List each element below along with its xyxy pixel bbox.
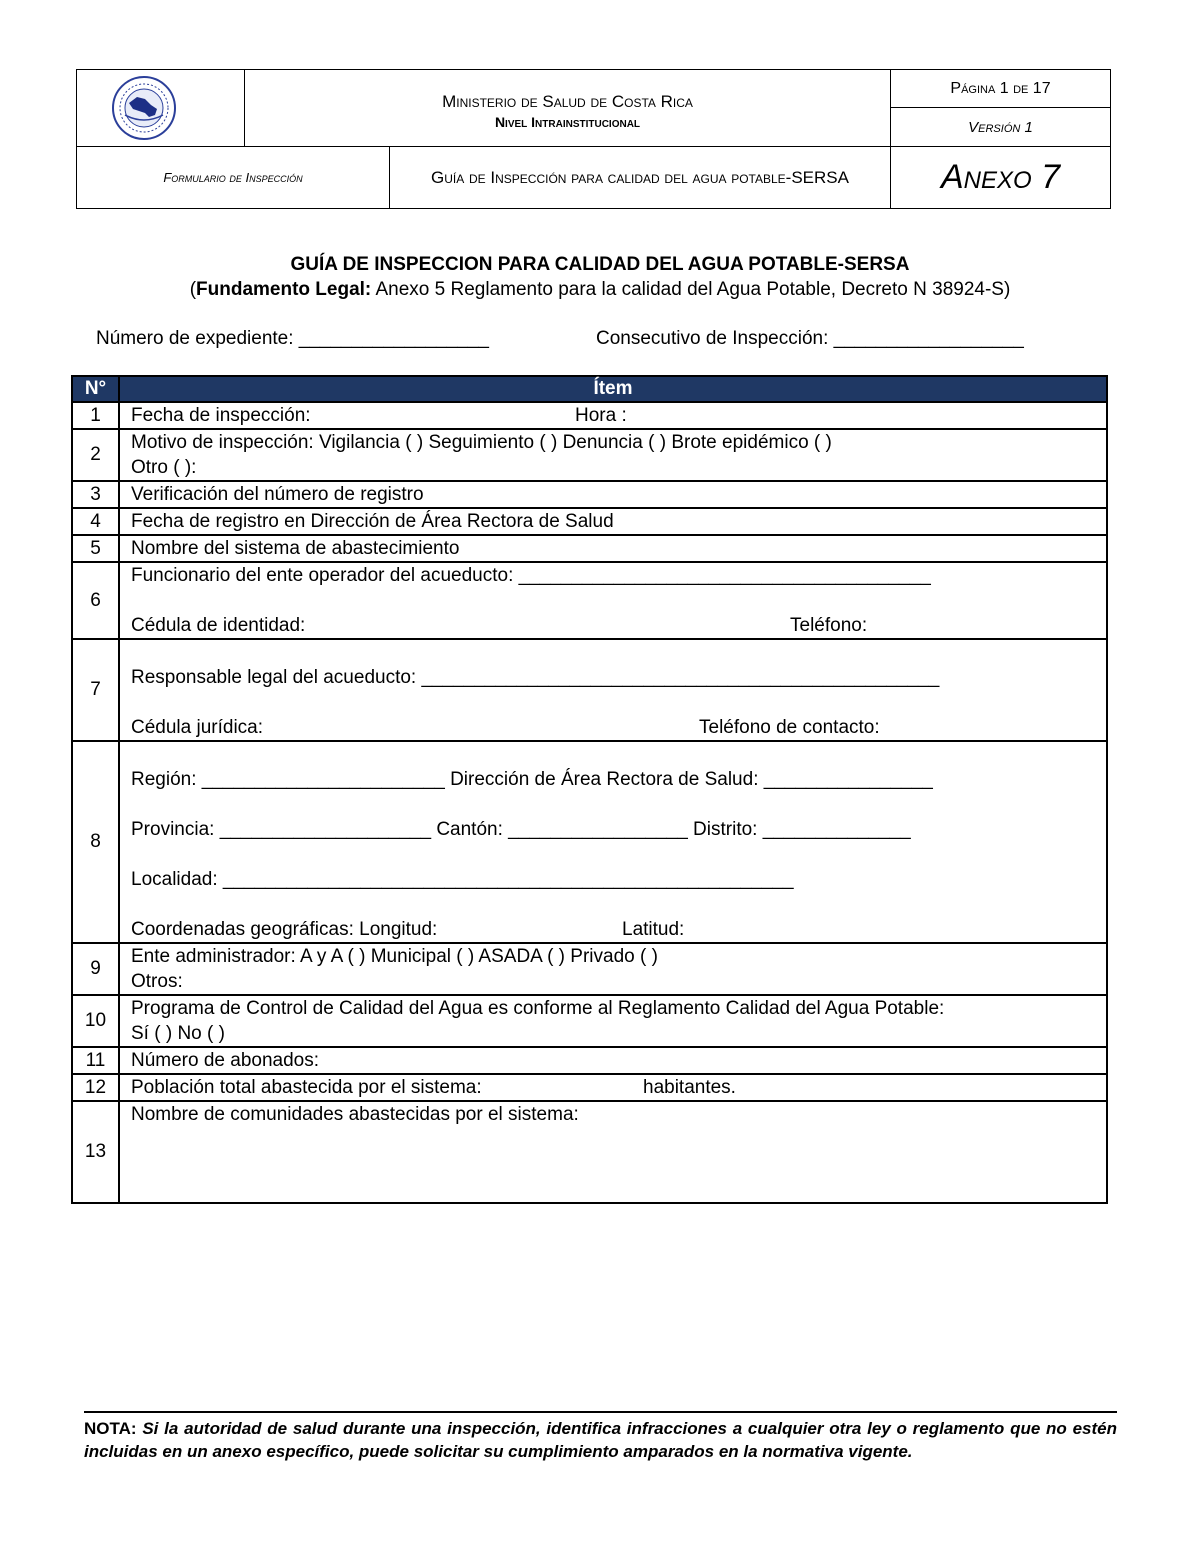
form-type: Formulario de Inspección [163, 170, 303, 185]
item-line [131, 1177, 1106, 1202]
item-label: Otros: [131, 971, 183, 992]
table-row [72, 508, 1107, 535]
row-item[interactable] [119, 1047, 1107, 1074]
table-header-row [72, 376, 1107, 402]
ministry-name: Ministerio de Salud de Costa Rica [442, 92, 693, 111]
row-item[interactable] [119, 481, 1107, 508]
row-number: 5 [72, 535, 119, 562]
item-line [131, 482, 1106, 507]
item-line [131, 715, 1106, 740]
row-item[interactable] [119, 562, 1107, 639]
row-number: 1 [72, 402, 119, 429]
table-row [72, 639, 1107, 741]
table-row [72, 402, 1107, 429]
item-line [131, 1152, 1106, 1177]
item-secondary-label: Teléfono de contacto: [699, 717, 880, 738]
table-row [72, 1074, 1107, 1101]
item-line [131, 1127, 1106, 1152]
legal-basis-label: Fundamento Legal: [196, 279, 372, 300]
item-label: Coordenadas geográficas: Longitud: [131, 919, 438, 940]
item-line [131, 842, 1106, 867]
note-text: Si la autoridad de salud durante una inspección, identifica infracciones a cualquier otra ley o reglamento que no estén incluidas en un anexo específico, puede solicitar su cumplimiento amparados en la normativa vigente. [84, 1419, 1117, 1461]
item-label: Responsable legal del acueducto: _________________________________________________ [131, 667, 940, 688]
item-line [131, 1021, 1106, 1046]
page-cell [891, 70, 1110, 108]
item-secondary-label: Hora : [575, 405, 627, 426]
logo-cell [77, 70, 245, 147]
row-number: 7 [72, 639, 119, 741]
row-item[interactable] [119, 741, 1107, 943]
note-label: NOTA: [84, 1419, 137, 1438]
item-secondary-label: Latitud: [622, 919, 685, 940]
row-item[interactable] [119, 1101, 1107, 1203]
row-number: 12 [72, 1074, 119, 1101]
document-header [76, 69, 1111, 209]
item-label [131, 690, 136, 715]
row-number: 4 [72, 508, 119, 535]
annex-label: Anexo 7 [940, 158, 1061, 196]
legal-basis-text: Anexo 5 Reglamento para la calidad del Agua Potable, Decreto N 38924-S) [371, 279, 1011, 300]
item-label: Sí ( ) No ( ) [131, 1023, 225, 1044]
table-row [72, 995, 1107, 1047]
table-row [72, 1101, 1107, 1203]
item-line [131, 867, 1106, 892]
form-type-cell [77, 147, 390, 208]
item-label [131, 1127, 136, 1152]
annex-cell [891, 147, 1110, 208]
item-label: Número de abonados: [131, 1050, 320, 1071]
column-header-item: Ítem [119, 376, 1107, 402]
row-item[interactable] [119, 508, 1107, 535]
row-item[interactable] [119, 402, 1107, 429]
inspection-table [71, 375, 1108, 1204]
row-item[interactable] [119, 1074, 1107, 1101]
row-number: 13 [72, 1101, 119, 1203]
item-line [131, 1075, 1106, 1100]
guide-title-cell [390, 147, 891, 208]
item-line [131, 892, 1106, 917]
version-cell [891, 108, 1110, 147]
item-label: Cédula jurídica: [131, 717, 264, 738]
item-label [131, 742, 136, 767]
item-line [131, 817, 1106, 842]
item-label [131, 640, 136, 665]
table-row [72, 943, 1107, 995]
item-line [131, 640, 1106, 665]
table-row [72, 741, 1107, 943]
item-line [131, 665, 1106, 690]
table-row [72, 429, 1107, 481]
row-number: 10 [72, 995, 119, 1047]
ministry-cell [245, 70, 891, 147]
item-label: Ente administrador: A y A ( ) Municipal ( ) ASADA ( ) Privado ( ) [131, 946, 658, 967]
item-line [131, 588, 1106, 613]
nivel-label: Nivel Intrainstitucional [494, 114, 641, 130]
item-label: Cédula de identidad: [131, 615, 306, 636]
version-label: Versión 1 [968, 118, 1033, 136]
row-number: 3 [72, 481, 119, 508]
item-label: Localidad: ______________________________________________________ [131, 869, 794, 890]
item-secondary-label: Teléfono: [790, 615, 868, 636]
item-secondary-label: habitantes. [643, 1077, 736, 1098]
item-label [131, 588, 136, 613]
expediente-field[interactable]: Número de expediente: __________________ [96, 328, 489, 349]
page-subtitle: (Fundamento Legal: Anexo 5 Reglamento para la calidad del Agua Potable, Decreto N 38924-S) [189, 279, 1011, 300]
footer-note [84, 1411, 1117, 1463]
table-row [72, 535, 1107, 562]
item-line [131, 1048, 1106, 1073]
row-number: 6 [72, 562, 119, 639]
item-label: Motivo de inspección: Vigilancia ( ) Seguimiento ( ) Denuncia ( ) Brote epidémico ( ) [131, 432, 832, 453]
guide-title-header: Guía de Inspección para calidad del agua potable-SERSA [431, 167, 849, 187]
item-label: Nombre de comunidades abastecidas por el sistema: [131, 1104, 579, 1125]
item-line [131, 742, 1106, 767]
item-line [131, 1102, 1106, 1127]
ministry-seal-icon [111, 75, 177, 141]
table-row [72, 1047, 1107, 1074]
item-line [131, 944, 1106, 969]
item-line [131, 536, 1106, 561]
item-line [131, 690, 1106, 715]
item-label: Provincia: ____________________ Cantón: _________________ Distrito: ______________ [131, 819, 911, 840]
row-item[interactable] [119, 535, 1107, 562]
item-label [131, 1152, 136, 1177]
item-label [131, 892, 136, 917]
row-item[interactable] [119, 995, 1107, 1047]
column-header-number: N° [72, 376, 119, 402]
item-label: Otro ( ): [131, 457, 197, 478]
row-number: 2 [72, 429, 119, 481]
row-number: 11 [72, 1047, 119, 1074]
item-label: Programa de Control de Calidad del Agua es conforme al Reglamento Calidad del Agua Potable: [131, 998, 945, 1019]
row-item[interactable] [119, 429, 1107, 481]
table-row [72, 481, 1107, 508]
item-label: Verificación del número de registro [131, 484, 424, 505]
item-label: Población total abastecida por el sistema: [131, 1077, 482, 1098]
item-label [131, 842, 136, 867]
table-row [72, 562, 1107, 639]
item-line [131, 430, 1106, 455]
page-number: Página 1 de 17 [950, 79, 1051, 97]
row-number: 9 [72, 943, 119, 995]
item-label [131, 792, 136, 817]
row-item[interactable] [119, 943, 1107, 995]
row-item[interactable] [119, 639, 1107, 741]
table-body [72, 402, 1107, 1203]
item-label [131, 1177, 136, 1202]
item-line [131, 996, 1106, 1021]
consecutivo-field[interactable]: Consecutivo de Inspección: __________________ [596, 328, 1024, 349]
item-line [131, 767, 1106, 792]
item-line [131, 455, 1106, 480]
item-label: Funcionario del ente operador del acueducto: _______________________________________ [131, 565, 931, 586]
item-line [131, 917, 1106, 942]
item-line [131, 563, 1106, 588]
item-line [131, 969, 1106, 994]
item-label: Fecha de inspección: [131, 405, 311, 426]
item-line [131, 613, 1106, 638]
row-number: 8 [72, 741, 119, 943]
item-line [131, 509, 1106, 534]
item-label: Fecha de registro en Dirección de Área Rectora de Salud [131, 511, 614, 532]
item-line [131, 403, 1106, 428]
page-title: GUÍA DE INSPECCION PARA CALIDAD DEL AGUA POTABLE-SERSA [290, 254, 910, 275]
item-label: Nombre del sistema de abastecimiento [131, 538, 460, 559]
item-label: Región: _______________________ Dirección de Área Rectora de Salud: ________________ [131, 769, 933, 790]
item-line [131, 792, 1106, 817]
